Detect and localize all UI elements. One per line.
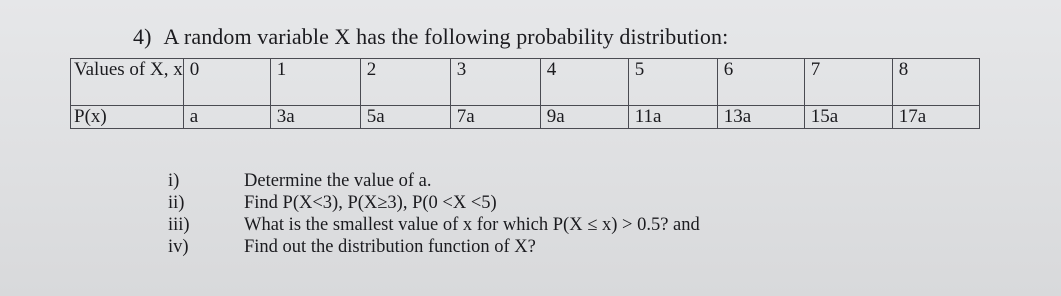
subquestion-text: Find P(X<3), P(X≥3), P(0 <X <5) bbox=[244, 193, 497, 213]
probability-cell: 3a bbox=[270, 106, 360, 129]
value-cell: 3 bbox=[450, 59, 540, 106]
probability-header: P(x) bbox=[71, 106, 184, 129]
subquestion-number: ii) bbox=[168, 193, 185, 213]
probability-cell: a bbox=[183, 106, 270, 129]
value-cell: 7 bbox=[804, 59, 892, 106]
list-item bbox=[168, 236, 700, 258]
probability-cell: 15a bbox=[804, 106, 892, 129]
subquestion-text: What is the smallest value of x for which P(X ≤ x) > 0.5? and bbox=[244, 215, 700, 235]
value-cell: 5 bbox=[628, 59, 717, 106]
probability-cell: 9a bbox=[540, 106, 628, 129]
probability-cell: 17a bbox=[892, 106, 979, 129]
subquestion-text: Determine the value of a. bbox=[244, 171, 432, 191]
subquestion-number: i) bbox=[168, 171, 180, 191]
values-row bbox=[71, 59, 980, 106]
subquestion-text: Find out the distribution function of X? bbox=[244, 237, 536, 257]
probability-cell: 13a bbox=[717, 106, 804, 129]
value-cell: 0 bbox=[183, 59, 270, 106]
probability-row bbox=[71, 106, 980, 129]
question-heading bbox=[133, 24, 728, 50]
value-cell: 1 bbox=[270, 59, 360, 106]
value-cell: 6 bbox=[717, 59, 804, 106]
list-item bbox=[168, 192, 700, 214]
subquestion-number: iv) bbox=[168, 237, 189, 257]
question-text: A random variable X has the following probability distribution: bbox=[163, 24, 729, 49]
value-cell: 8 bbox=[892, 59, 979, 106]
value-cell: 4 bbox=[540, 59, 628, 106]
probability-cell: 5a bbox=[360, 106, 450, 129]
question-number: 4) bbox=[133, 24, 152, 49]
list-item bbox=[168, 214, 700, 236]
subquestion-number: iii) bbox=[168, 215, 190, 235]
list-item bbox=[168, 170, 700, 192]
probability-cell: 11a bbox=[628, 106, 717, 129]
subquestion-list bbox=[168, 170, 700, 258]
probability-distribution-table bbox=[70, 58, 980, 129]
values-header: Values of X, x bbox=[71, 59, 184, 106]
probability-cell: 7a bbox=[450, 106, 540, 129]
value-cell: 2 bbox=[360, 59, 450, 106]
